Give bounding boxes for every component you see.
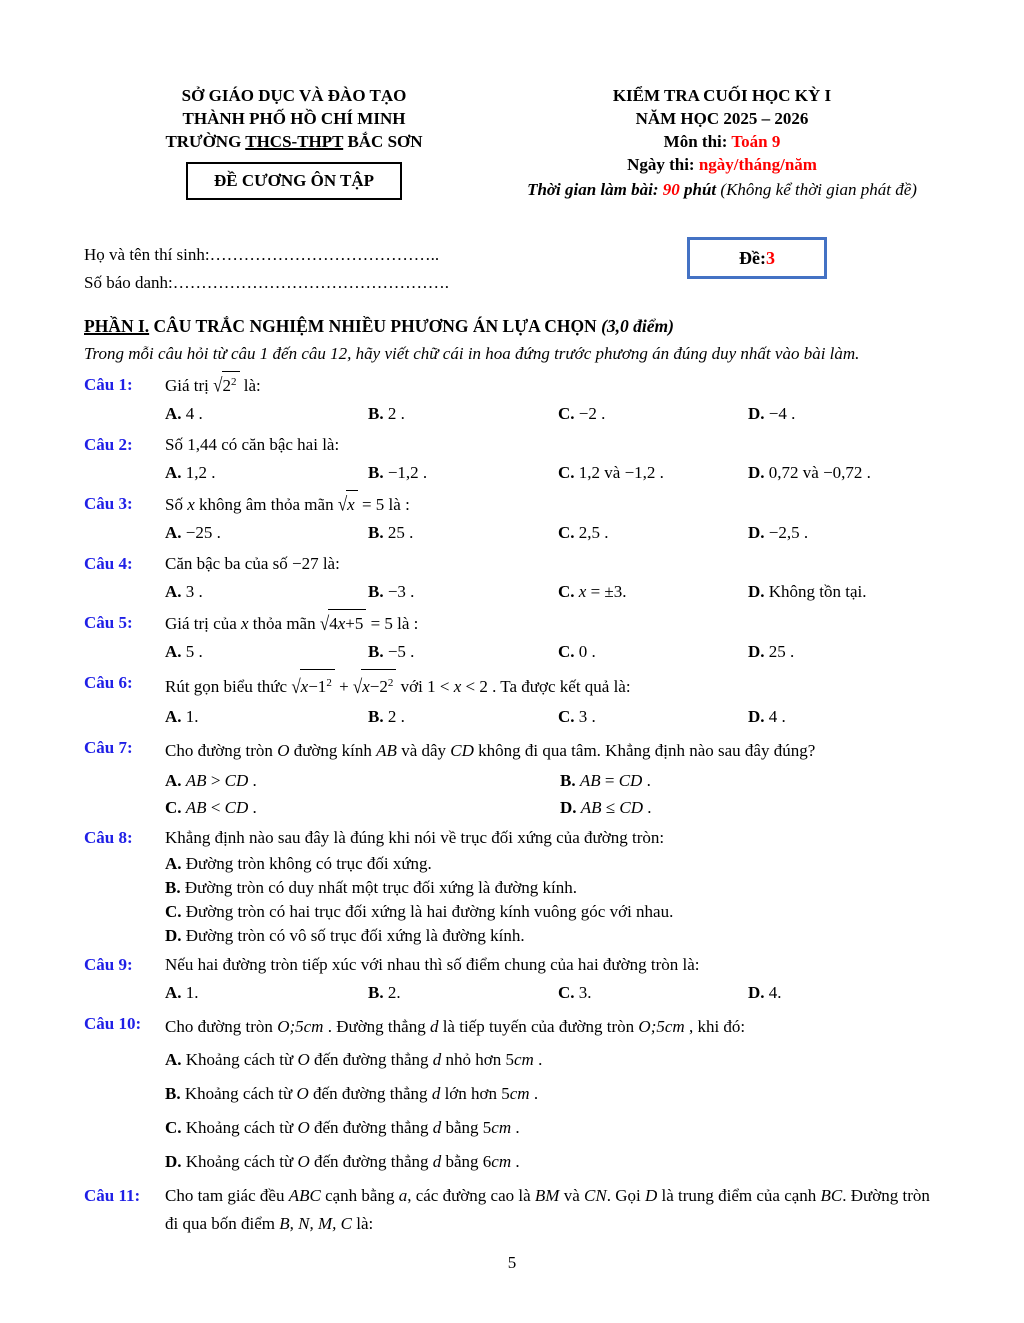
question-9 [84,951,940,1007]
question-stem: Khẳng định nào sau đây là đúng khi nói về trục đối xứng của đường tròn: [165,828,665,847]
options [165,767,940,821]
question-2 [84,431,940,487]
option-letter: C. [558,404,579,423]
option-letter: C. [558,983,579,1002]
exam-date-value: ngày/tháng/năm [698,155,817,174]
option-B: B. 2 . [368,404,405,423]
options [165,1043,940,1179]
option-A: A. 4 . [165,404,203,423]
option-letter: C. [558,707,579,726]
options [165,703,940,731]
radical-icon: √ [291,675,301,698]
option-letter: D. [748,523,769,542]
exam-title: KIỂM TRA CUỐI HỌC KỲ I [612,86,832,105]
option-B: B. 2 . [368,707,405,726]
option-C: C. −2 . [558,404,606,423]
question-10 [84,1010,940,1179]
subject-value: Toán 9 [731,132,781,151]
option-letter: C. [165,798,186,817]
option-letter: B. [368,404,388,423]
sqrt-expression: √4x+5 [320,609,366,638]
option-letter: A. [165,582,186,601]
question-stem: Cho đường tròn O;5cm . Đường thẳng d là tiếp tuyến của đường tròn O;5cm , khi đó: [165,1017,746,1036]
question-number: Câu 11: [84,1186,141,1205]
option-A: A. 1. [165,707,199,726]
city-line: THÀNH PHỐ HỒ CHÍ MINH [182,109,406,128]
exam-date-line: Ngày thi: ngày/tháng/năm [627,155,817,174]
option-B: B. −3 . [368,582,415,601]
question-number: Câu 9: [84,955,133,974]
question-number: Câu 1: [84,375,133,394]
student-info [84,241,940,297]
option-letter: D. [165,926,186,945]
options [165,578,940,606]
student-id-line: Số báo danh:…………………………………………. [84,273,450,292]
question-number: Câu 5: [84,613,133,632]
question-number: Câu 6: [84,673,133,692]
option-D: D. 25 . [748,642,795,661]
option-letter: D. [560,798,581,817]
option-B: B. 2. [368,983,401,1002]
page-number: 5 [507,1253,517,1272]
option-letter: D. [748,463,769,482]
question-stem: Nếu hai đường tròn tiếp xúc với nhau thì số điểm chung của hai đường tròn là: [165,955,700,974]
section-title: PHẦN I. CÂU TRẮC NGHIỆM NHIỀU PHƯƠNG ÁN LỰA CHỌN (3,0 điểm) [84,316,674,336]
question-number: Câu 2: [84,435,133,454]
option-D: D. 0,72 và −0,72 . [748,463,871,482]
option-letter: A. [165,523,186,542]
school-line: TRƯỜNG THCS-THPT BẮC SƠN [165,132,423,151]
option-letter: A. [165,642,186,661]
option-letter: A. [165,463,186,482]
option-letter: D. [748,404,769,423]
student-name-line: Họ và tên thí sinh:………………………………….. [84,245,440,264]
options [165,638,940,666]
question-number: Câu 7: [84,738,133,757]
options [165,400,940,428]
header-school-block [84,84,504,201]
sqrt-expression: $√x-2^2$ [353,669,396,703]
school-abbrev-underlined: THCS-THPT [245,132,344,151]
option-letter: A. [165,771,186,790]
option-A: A. 1. [165,983,199,1002]
radical-icon: √ [337,493,348,516]
option-letter: D. [748,582,769,601]
option-letter: A. [165,854,186,873]
option-D: D. Không tồn tại. [748,582,867,601]
options [165,852,940,948]
option-D: D. 4 . [748,707,786,726]
question-8 [84,824,940,948]
option-C: C. AB < CD . [165,798,257,817]
question-6 [84,669,940,731]
option-letter: D. [748,983,769,1002]
option-letter: C. [558,582,579,601]
question-number: Câu 3: [84,494,133,513]
option-letter: A. [165,404,186,423]
radical-icon: √ [319,612,330,635]
department-line: SỞ GIÁO DỤC VÀ ĐÀO TẠO [181,86,407,105]
questions-list [84,371,940,1238]
option-A: A. 1,2 . [165,463,216,482]
question-stem: Cho tam giác đều ABC cạnh bằng a, các đường cao là BM và CN. Gọi D là trung điểm của cạnh BC. Đường tròn đi qua bốn điểm B, N, M, C là: [165,1186,930,1233]
question-stem: Căn bậc ba của số −27 là: [165,554,340,573]
option-letter: C. [165,902,186,921]
option-C: C. 3. [558,983,592,1002]
option-letter: C. [558,523,579,542]
option-A: A. AB > CD . [165,771,257,790]
question-5 [84,609,940,666]
page-header [84,84,940,201]
option-A: A. 3 . [165,582,203,601]
option-letter: B. [165,1084,185,1103]
question-7 [84,734,940,821]
question-11 [84,1182,940,1238]
question-stem: Số 1,44 có căn bậc hai là: [165,435,340,454]
exam-code-value: 3 [765,248,775,268]
option-B: B. Khoảng cách từ O đến đường thẳng d lớn hơn 5cm . [165,1084,539,1103]
sqrt-expression: $√2^2$ [213,371,239,400]
options [165,979,940,1007]
options [165,519,940,547]
duration-line: Thời gian làm bài: 90 phút (Không kể thời gian phát đề) [527,180,917,199]
question-3 [84,490,940,547]
option-D: D. −4 . [748,404,796,423]
option-letter: A. [165,707,186,726]
subject-line: Môn thi: Toán 9 [663,132,781,151]
option-letter: B. [368,463,388,482]
option-B: B. −1,2 . [368,463,428,482]
question-stem: Giá trị $√2^2$ là: [165,371,940,400]
section-points: (3,0 điểm) [601,316,674,336]
option-A: A. −25 . [165,523,221,542]
option-letter: C. [558,642,579,661]
radical-icon: √ [213,374,223,397]
option-D: D. Đường tròn có vô số trục đối xứng là đường kính. [165,926,525,945]
option-C: C. 0 . [558,642,596,661]
review-outline-box: ĐỀ CƯƠNG ÔN TẬP [186,162,402,200]
option-A: A. 5 . [165,642,203,661]
options [165,459,940,487]
question-stem: Rút gọn biểu thức $√x-1^2 + √x-2^2$ với 1 < x < 2 . Ta được kết quả là: [165,669,940,703]
option-letter: D. [165,1152,186,1171]
option-letter: B. [368,707,388,726]
option-C: C. 1,2 và −1,2 . [558,463,664,482]
header-exam-block [504,84,940,201]
option-C: C. Đường tròn có hai trục đối xứng là hai đường kính vuông góc với nhau. [165,902,674,921]
option-D: D. AB ≤ CD . [560,798,652,817]
option-B: B. −5 . [368,642,415,661]
option-C: C. 3 . [558,707,596,726]
duration-value: 90 [662,180,680,199]
option-letter: A. [165,983,186,1002]
question-number: Câu 4: [84,554,133,573]
radical-icon: √ [352,675,363,698]
question-4 [84,550,940,606]
question-stem: Cho đường tròn O đường kính AB và dây CD không đi qua tâm. Khẳng định nào sau đây đúng? [165,741,816,760]
option-A: A. Đường tròn không có trục đối xứng. [165,854,432,873]
option-letter: D. [748,707,769,726]
option-letter: B. [368,582,388,601]
option-letter: C. [558,463,579,482]
option-D: D. −2,5 . [748,523,809,542]
option-letter: B. [368,642,388,661]
option-C: C. Khoảng cách từ O đến đường thẳng d bằng 5cm . [165,1118,520,1137]
question-number: Câu 10: [84,1014,142,1033]
option-B: B. AB = CD . [560,771,651,790]
option-C: C. 2,5 . [558,523,609,542]
option-letter: B. [560,771,580,790]
option-letter: D. [748,642,769,661]
option-B: B. 25 . [368,523,414,542]
option-letter: A. [165,1050,186,1069]
exam-code-box: Đề: 3 [687,237,827,279]
option-B: B. Đường tròn có duy nhất một trục đối xứng là đường kính. [165,878,578,897]
option-C: C. x = ±3. [558,582,627,601]
option-letter: B. [165,878,185,897]
option-letter: B. [368,983,388,1002]
option-A: A. Khoảng cách từ O đến đường thẳng d nhỏ hơn 5cm . [165,1050,543,1069]
question-stem: Giá trị của x thỏa mãn √4x+5 = 5 là : [165,609,940,638]
option-D: D. 4. [748,983,782,1002]
school-year: NĂM HỌC 2025 – 2026 [635,109,809,128]
section-number-underlined: PHẦN I. [84,316,150,336]
sqrt-expression: √x [338,490,358,519]
question-number: Câu 8: [84,828,133,847]
question-1 [84,371,940,428]
option-D: D. Khoảng cách từ O đến đường thẳng d bằng 6cm . [165,1152,520,1171]
option-letter: C. [165,1118,186,1137]
sqrt-expression: $√x-1^2$ [291,669,334,703]
option-letter: B. [368,523,388,542]
section-instruction: Trong mỗi câu hỏi từ câu 1 đến câu 12, hãy viết chữ cái in hoa đứng trước phương án đúng duy nhất vào bài làm. [84,344,860,363]
question-stem: Số x không âm thỏa mãn √x = 5 là : [165,490,940,519]
